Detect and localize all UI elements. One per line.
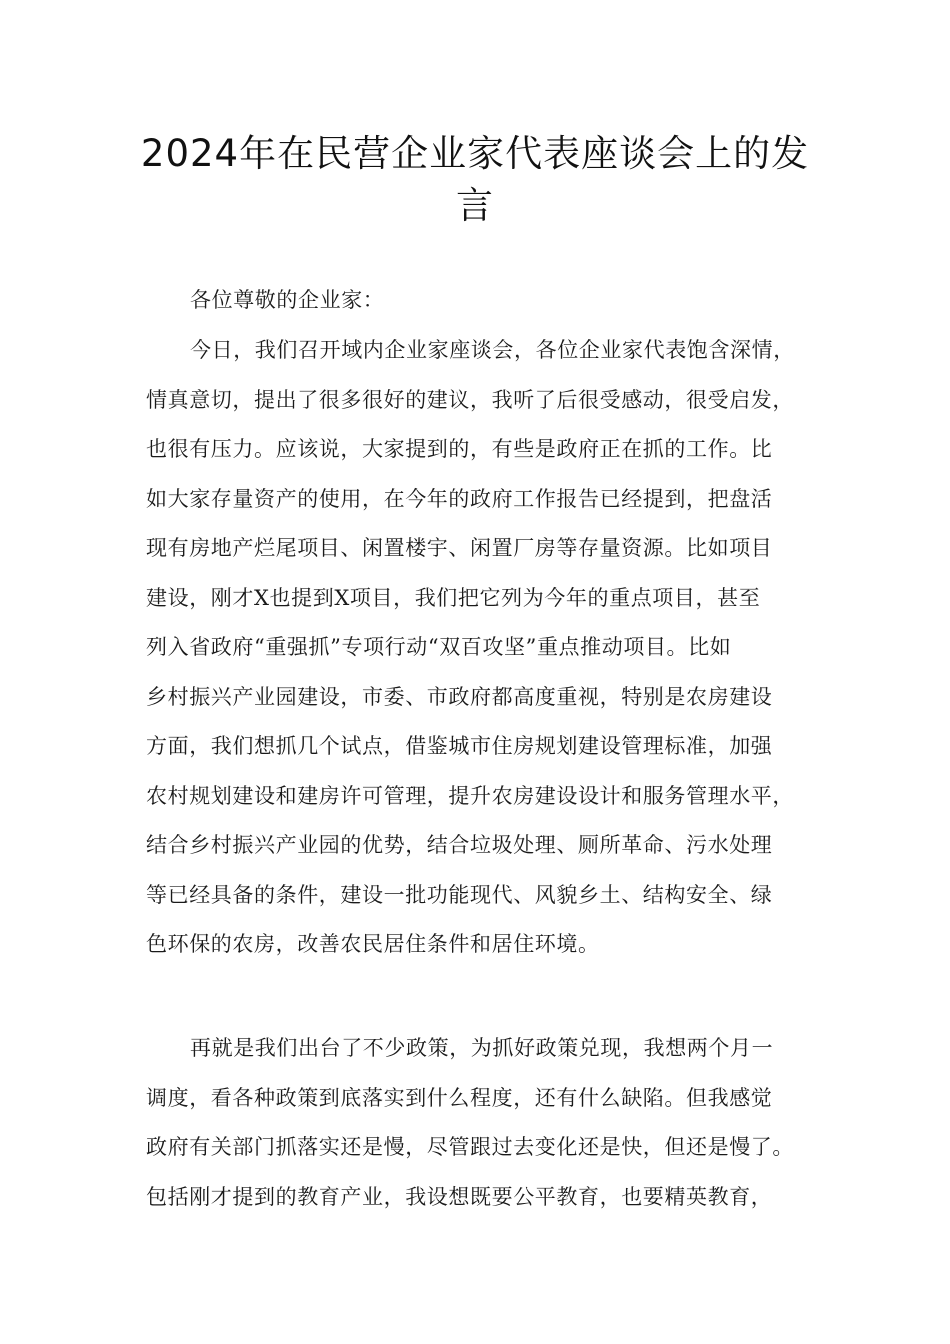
title-line: 言: [456, 184, 494, 227]
salutation-text: 各位尊敬的企业家：: [190, 288, 385, 312]
paragraph-line: 建设，刚才X也提到X项目，我们把它列为今年的重点项目，甚至: [146, 585, 761, 610]
paragraph-line: 方面，我们想抓几个试点，借鉴城市住房规划建设管理标准，加强: [146, 734, 773, 758]
paragraph-1: [146, 326, 826, 970]
paragraph-line: 今日，我们召开域内企业家座谈会，各位企业家代表饱含深情，: [190, 338, 795, 362]
paragraph-line: 情真意切，提出了很多很好的建议，我听了后很受感动，很受启发，: [146, 387, 794, 412]
paragraph-line: 列入省政府“重强抓”专项行动“双百攻坚”重点推动项目。比如: [146, 635, 732, 659]
paragraph-line: 如大家存量资产的使用，在今年的政府工作报告已经提到，把盘活: [146, 486, 773, 511]
paragraph-line: 包括刚才提到的教育产业，我设想既要公平教育，也要精英教育，: [146, 1184, 773, 1209]
paragraph-line: 等已经具备的条件，建设一批功能现代、风貌乡土、结构安全、绿: [146, 882, 773, 907]
paragraph-line: 政府有关部门抓落实还是慢，尽管跟过去变化还是快，但还是慢了。: [146, 1135, 794, 1159]
paragraph-2: [146, 1024, 826, 1222]
paragraph-line: 色环保的农房，改善农民居住条件和居住环境。: [146, 932, 600, 956]
salutation: [146, 276, 826, 326]
paragraph-line: 农村规划建设和建房许可管理，提升农房建设设计和服务管理水平，: [146, 783, 794, 808]
document-title: [120, 128, 830, 232]
paragraph-line: 结合乡村振兴产业园的优势，结合垃圾处理、厕所革命、污水处理: [146, 833, 773, 857]
title-line: 2024年在民营企业家代表座谈会上的发: [140, 132, 810, 175]
paragraph-line: 乡村振兴产业园建设，市委、市政府都高度重视，特别是农房建设: [146, 684, 773, 709]
paragraph-line: 调度，看各种政策到底落实到什么程度，还有什么缺陷。但我感觉: [146, 1085, 773, 1110]
paragraph-line: 也很有压力。应该说，大家提到的，有些是政府正在抓的工作。比: [146, 437, 773, 461]
paragraph-line: 再就是我们出台了不少政策，为抓好政策兑现，我想两个月一: [190, 1036, 774, 1060]
paragraph-line: 现有房地产烂尾项目、闲置楼宇、闲置厂房等存量资源。比如项目: [146, 536, 773, 560]
